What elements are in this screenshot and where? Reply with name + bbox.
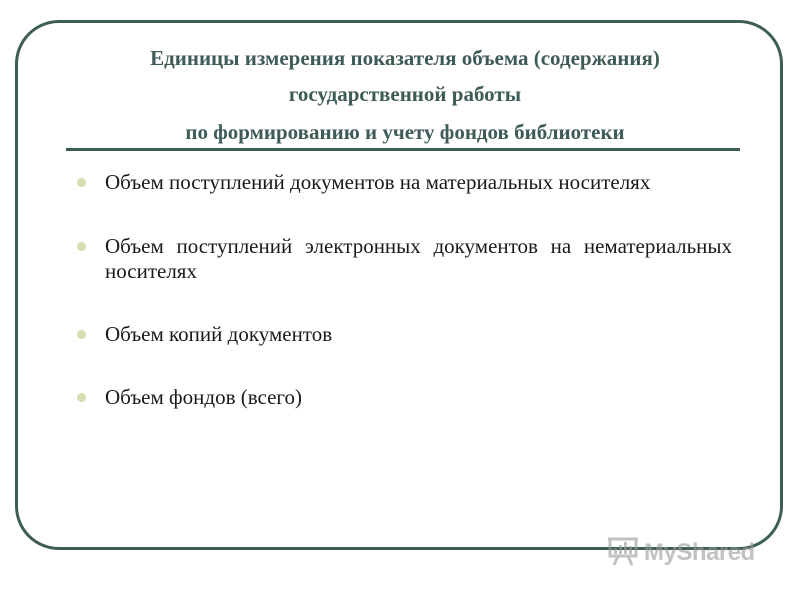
presentation-board-icon (608, 536, 640, 571)
watermark (608, 536, 755, 570)
bullet-dot-icon (77, 178, 86, 187)
title-line-1: Единицы измерения показателя объема (содержания) (150, 46, 660, 70)
bullet-item (76, 234, 732, 284)
bullet-dot-icon (77, 393, 86, 402)
title-line-2: государственной работы (288, 82, 522, 106)
bullet-text: Объем копий документов (105, 322, 333, 346)
bullet-text: Объем поступлений электронных документов на нематериальных носителях (105, 234, 732, 283)
bullet-item (76, 170, 732, 195)
bullet-dot-icon (77, 242, 86, 251)
slide-title (40, 40, 770, 150)
title-line-3: по формированию и учету фондов библиотеки (185, 120, 625, 144)
bullet-item (76, 385, 732, 410)
bullet-dot-icon (77, 330, 86, 339)
bullet-text: Объем поступлений документов на материальных носителях (105, 170, 651, 194)
bullet-item (76, 322, 732, 347)
bullet-list (76, 170, 732, 410)
bullet-text: Объем фондов (всего) (105, 385, 303, 409)
title-divider (66, 148, 740, 151)
watermark-text: MyShared (644, 539, 755, 566)
